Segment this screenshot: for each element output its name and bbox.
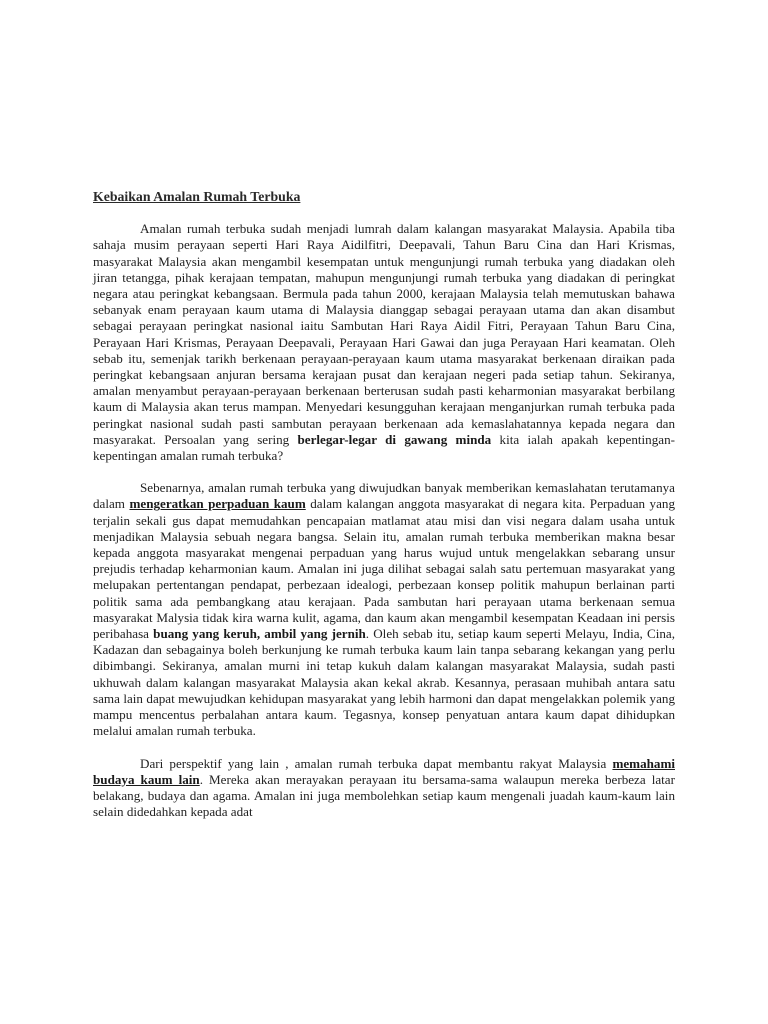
paragraph-1-text-a: Amalan rumah terbuka sudah menjadi lumrah dalam kalangan masyarakat Malaysia. Apabila tiba sahaja musim perayaan seperti Hari Raya Aidilfitri, Deepavali, Tahun Baru Cina dan Hari Krismas, masyarakat Malaysia akan mengambil kesempatan untuk mengunjungi rumah terbuka yang diadakan oleh jiran tetangga, pihak kerajaan tempatan, mahupun mengunjungi rumah terbuka yang diadakan di peringkat negara atau peringkat kebangsaan. Bermula pada tahun 2000, kerajaan Malaysia telah memutuskan bahawa sebanyak enam perayaan kaum utama di Malaysia dianggap sebagai perayaan utama dan akan disambut sebagai perayaan peringkat nasional iaitu Sambutan Hari Raya Aidil Fitri, Perayaan Tahun Baru Cina, Perayaan Hari Krismas, Perayaan Deepavali, Perayaan Hari Gawai dan juga Perayaan Hari keamatan. Oleh sebab itu, semenjak tarikh berkenaan perayaan-perayaan kaum utama masyarakat berkenaan diraikan pada peringkat kebangsaan anjuran bersama kerajaan pusat dan kerajaan negeri pada setiap tahun. Sekiranya, amalan menyambut perayaan-perayaan berkenaan berterusan sudah pasti keharmonian masyarakat berbilang kaum di Malaysia akan terus mampan. Menyedari kesungguhan kerajaan menganjurkan rumah terbuka pada peringkat nasional sudah pasti sambutan perayaan berkenaan ada kemaslahatannya kepada negara dan masyarakat. Persoalan yang sering <box>93 221 675 447</box>
peribahasa-buang-keruh: buang yang keruh, ambil yang jernih <box>153 626 366 642</box>
paragraph-3 <box>93 756 675 821</box>
paragraph-1-text-b: kita ialah apakah kepentingan-kepentingan amalan rumah terbuka? <box>93 431 675 464</box>
phrase-berlegar-legar: berlegar-legar di gawang minda <box>297 431 492 447</box>
essay-body <box>93 189 675 836</box>
paragraph-3-text-a: Dari perspektif yang lain , amalan rumah terbuka dapat membantu rakyat Malaysia <box>140 755 613 771</box>
paragraph-2-text-c: . Oleh sebab itu, setiap kaum seperti Melayu, India, Cina, Kadazan dan sebagainya boleh berkunjung ke rumah terbuka kaum lain tanpa sebarang kekangan yang perlu dibimbangi. Sekiranya, amalan murni ini tetap kukuh dalam kalangan masyarakat Malaysia, sudah pasti ukhuwah dalam kalangan masyarakat Malaysia akan kekal akrab. Kesannya, perasaan muhibah antara satu sama lain dapat mewujudkan kehidupan masyarakat yang lebih harmoni dan dapat mengelakkan polemik yang mampu mencentus perbalahan antara kaum. Tegasnya, konsep penyatuan antara kaum dapat dihidupkan melalui amalan rumah terbuka. <box>93 626 675 739</box>
point-memahami-budaya: memahami budaya kaum lain <box>93 755 675 787</box>
paragraph-3-text-b: . Mereka akan merayakan perayaan itu bersama-sama walaupun mereka berbeza latar belakang, budaya dan agama. Amalan ini juga membolehkan setiap kaum mengenali juadah kaum-kaum lain selain didedahkan kepada adat <box>93 771 675 820</box>
paragraph-1 <box>93 221 675 464</box>
paragraph-2-text-a: Sebenarnya, amalan rumah terbuka yang diwujudkan banyak memberikan kemaslahatan terutamanya dalam <box>93 480 675 512</box>
paragraph-2-text-b: dalam kalangan anggota masyarakat di negara kita. Perpaduan yang terjalin sekali gus dapat memudahkan pencapaian matlamat atau misi dan visi negara dalam usaha untuk menjadikan Malaysia sebuah negara bangsa. Selain itu, amalan rumah terbuka memberikan makna besar kepada anggota masyarakat mengenai perpaduan yang harus wujud untuk mengelakkan sebarang unsur prejudis terhadap keharmonian kaum. Amalan ini juga dilihat sebagai salah satu pertemuan masyarakat yang melupakan pertentangan pendapat, perbezaan idealogi, perbezaan konsep politik mahupun berlainan parti politik sama ada pembangkang atau kerajaan. Pada sambutan hari perayaan utama berkenaan semua masyarakat Malysia tidak kira warna kulit, agama, dan kaum akan mengambil kesempatan Keadaan ini persis peribahasa <box>93 496 675 642</box>
essay-title: Kebaikan Amalan Rumah Terbuka <box>93 189 301 204</box>
point-mengeratkan-perpaduan: mengeratkan perpaduan kaum <box>129 496 306 512</box>
paragraph-2 <box>93 480 675 739</box>
